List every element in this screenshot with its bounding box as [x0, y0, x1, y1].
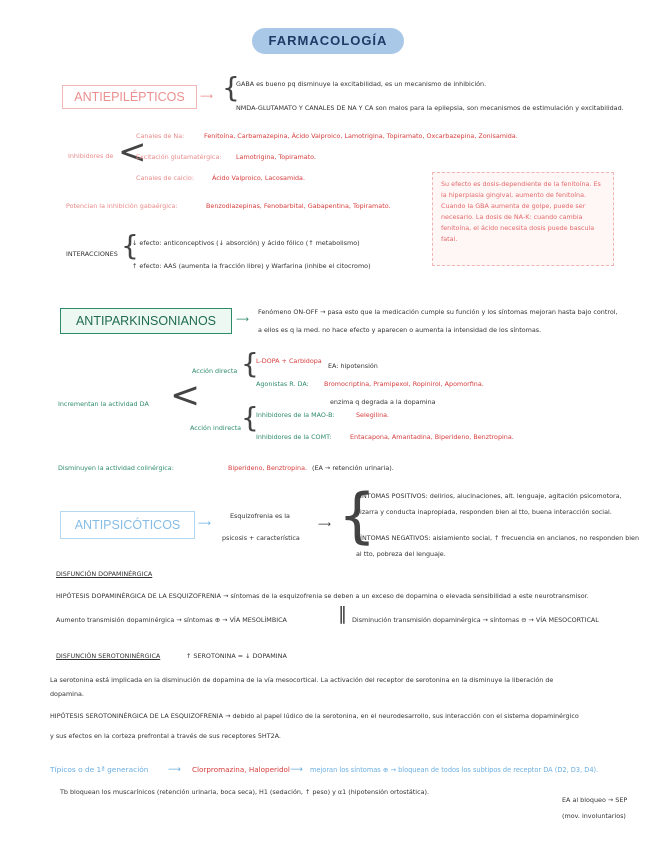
- serotonina-note: ↑ SEROTONINA = ↓ DOPAMINA: [186, 652, 287, 660]
- antiepi-point-2: NMDA-GLUTAMATO Y CANALES DE NA Y CA son malos para la epilepsia, son mecanismos de estimulación y excitabilidad.: [236, 104, 624, 112]
- arrow-icon: ⟶: [236, 315, 249, 325]
- inhibidores-label: Inhibidores de: [68, 152, 114, 160]
- disfuncion-serotoninergica-heading: DISFUNCIÓN SEROTONINÉRGICA: [56, 652, 161, 660]
- brace-icon: {: [222, 71, 240, 104]
- sintomas-positivos-2: bizarra y conducta inapropiada, responden bien al tto, buena interacción social.: [356, 508, 612, 516]
- hipotesis-dopaminergica: HIPÓTESIS DOPAMINÉRGICA DE LA ESQUIZOFRENIA → síntomas de la esquizofrenia se deben a un exceso de dopamina o elevada sensibilidad a este neurotransmisor.: [56, 592, 589, 600]
- excitacion-label: Excitación glutamatérgica:: [136, 153, 222, 161]
- sintomas-negativos-1: SÍNTOMAS NEGATIVOS: aislamiento social, ↑ frecuencia en ancianos, no responden bien: [356, 534, 640, 542]
- brace-icon: {: [241, 401, 259, 434]
- hipotesis-serotoninergica-2: y sus efectos en la corteza prefrontal a través de sus receptores 5HT2A.: [50, 732, 281, 740]
- brace-icon: {: [241, 347, 259, 380]
- aumento-transmision: Aumento transmisión dopaminérgica → síntomas ⊕ → VÍA MESOLÍMBICA: [56, 616, 287, 624]
- comt-label: Inhibidores de la COMT:: [256, 433, 332, 441]
- ea-hipotension: EA: hipotensión: [328, 362, 378, 370]
- mao-label: Inhibidores de la MAO-B:: [256, 411, 335, 419]
- incrementan-label: Incrementan la actividad DA: [58, 400, 149, 408]
- potencian-drugs: Benzodiazepinas, Fenobarbital, Gabapentina, Topiramato.: [206, 202, 391, 210]
- disminuyen-label: Disminuyen la actividad colinérgica:: [58, 464, 174, 472]
- agonista-drugs: Bromocriptina, Pramipexol, Ropinirol, Apomorfina.: [324, 380, 484, 388]
- interaccion-2: ↑ efecto: AAS (aumenta la fracción libre) y Warfarina (inhibe el citocromo): [132, 262, 371, 270]
- esquizo-line-2: psicosis + característica: [222, 534, 300, 542]
- disminuyen-drugs: Biperideno, Benztropina.: [228, 464, 308, 472]
- tipicos-effect: mejoran los síntomas ⊕ → bloquean de todos los subtipos de receptor DA (D2, D3, D4).: [310, 766, 599, 774]
- antiparkinsonianos-box: ANTIPARKINSONIANOS: [60, 308, 232, 334]
- esquizo-line-1: Esquizofrenia es la: [230, 512, 290, 520]
- page-title: FARMACOLOGÍA: [252, 28, 404, 54]
- brace-icon: <: [118, 132, 147, 172]
- on-off-line-2: a ellos es q la med. no hace efecto y aparecen o aumenta la intensidad de los síntomas.: [258, 326, 542, 334]
- interacciones-label: INTERACCIONES: [66, 250, 118, 258]
- bloquean-line: Tb bloquean los muscarínicos (retención urinaria, boca seca), H1 (sedación, ↑ peso) y α1 (hipotensión ortostática).: [60, 788, 430, 796]
- ea-bloqueo: EA al bloqueo → SEP: [562, 796, 628, 804]
- serotonina-line-1: La serotonina está implicada en la disminución de dopamina de la vía mesocortical. La activación del receptor de serotonina en la disminuye la liberación de: [50, 676, 554, 684]
- disfuncion-dopaminergica-heading: DISFUNCIÓN DOPAMINÉRGICA: [56, 570, 153, 578]
- antiepilepticos-box: ANTIEPILÉPTICOS: [62, 85, 197, 109]
- canales-na-label: Canales de Na:: [136, 132, 185, 140]
- agonista-label: Agonistas R. DA:: [256, 380, 309, 388]
- note-text: Su efecto es dosis-dependiente de la fenitoína. Es la hiperplasia gingival, aumento de fenitoína. Cuando la GBA aumenta de golpe, puede ser necesario. La dosis de NA-K: cuando cambia fenitoína, el ácido necesita dosis puede bascula fatal.: [441, 180, 601, 243]
- note-box: [432, 172, 614, 266]
- potencian-label: Potencian la inhibición gabaérgica:: [66, 202, 178, 210]
- antipsicoticos-box: ANTIPSICÓTICOS: [60, 511, 195, 539]
- tipicos-label: Típicos o de 1ª generación: [50, 765, 149, 774]
- disminucion-transmision: Disminución transmisión dopaminérgica → síntomas ⊖ → VÍA MESOCORTICAL: [352, 616, 599, 624]
- arrow-icon: ⟶: [198, 519, 211, 529]
- mao-drugs: Selegilina.: [356, 411, 390, 419]
- arrow-icon: ⟶: [290, 765, 303, 775]
- excitacion-drugs: Lamotrigina, Topiramato.: [236, 153, 316, 161]
- antiepi-point-1: GABA es bueno pq disminuye la excitabilidad, es un mecanismo de inhibición.: [236, 80, 487, 88]
- ea-bloqueo-note: (mov. involuntarios): [562, 812, 626, 820]
- separator-icon: ∥: [338, 604, 347, 625]
- interaccion-1: ↓ efecto: anticonceptivos (↓ absorción) y ácido fólico (↑ metabolismo): [132, 239, 360, 247]
- serotonina-line-2: dopamina.: [50, 690, 84, 698]
- accion-directa-label: Acción directa: [192, 367, 238, 375]
- canales-ca-label: Canales de calcio:: [136, 174, 194, 182]
- ldopa: L-DOPA + Carbidopa: [256, 357, 322, 365]
- hipotesis-serotoninergica-1: HIPÓTESIS SEROTONINÉRGICA DE LA ESQUIZOFRENIA → debido al papel lúdico de la serotonina, en el neurodesarrollo, sus interacción con el sistema dopaminérgico: [50, 712, 579, 720]
- tipicos-drugs: Clorpromazina, Haloperidol: [192, 765, 290, 774]
- brace-icon: <: [170, 375, 201, 416]
- disminuyen-note: (EA → retención urinaria).: [312, 464, 394, 472]
- mao-note: enzima q degrada a la dopamina: [330, 398, 436, 406]
- arrow-icon: ⟶: [318, 520, 331, 530]
- comt-drugs: Entacapona, Amantadina, Biperideno, Benztropina.: [350, 433, 514, 441]
- canales-ca-drugs: Ácido Valproico, Lacosamida.: [212, 174, 305, 182]
- canales-na-drugs: Fenitoína, Carbamazepina, Ácido Valproico, Lamotrigina, Topiramato, Oxcarbazepina, Zonisamida.: [204, 132, 518, 140]
- brace-icon: {: [338, 481, 377, 551]
- sintomas-negativos-2: al tto, pobreza del lenguaje.: [356, 550, 446, 558]
- arrow-icon: ⟶: [200, 92, 213, 102]
- accion-indirecta-label: Acción indirecta: [190, 424, 242, 432]
- on-off-line-1: Fenómeno ON-OFF → pasa esto que la medicación cumple su función y los síntomas mejoran hasta bajo control,: [258, 308, 618, 316]
- arrow-icon: ⟶: [168, 765, 181, 775]
- sintomas-positivos-1: SÍNTOMAS POSITIVOS: delirios, alucinaciones, alt. lenguaje, agitación psicomotora,: [356, 492, 622, 500]
- brace-icon: {: [121, 229, 139, 262]
